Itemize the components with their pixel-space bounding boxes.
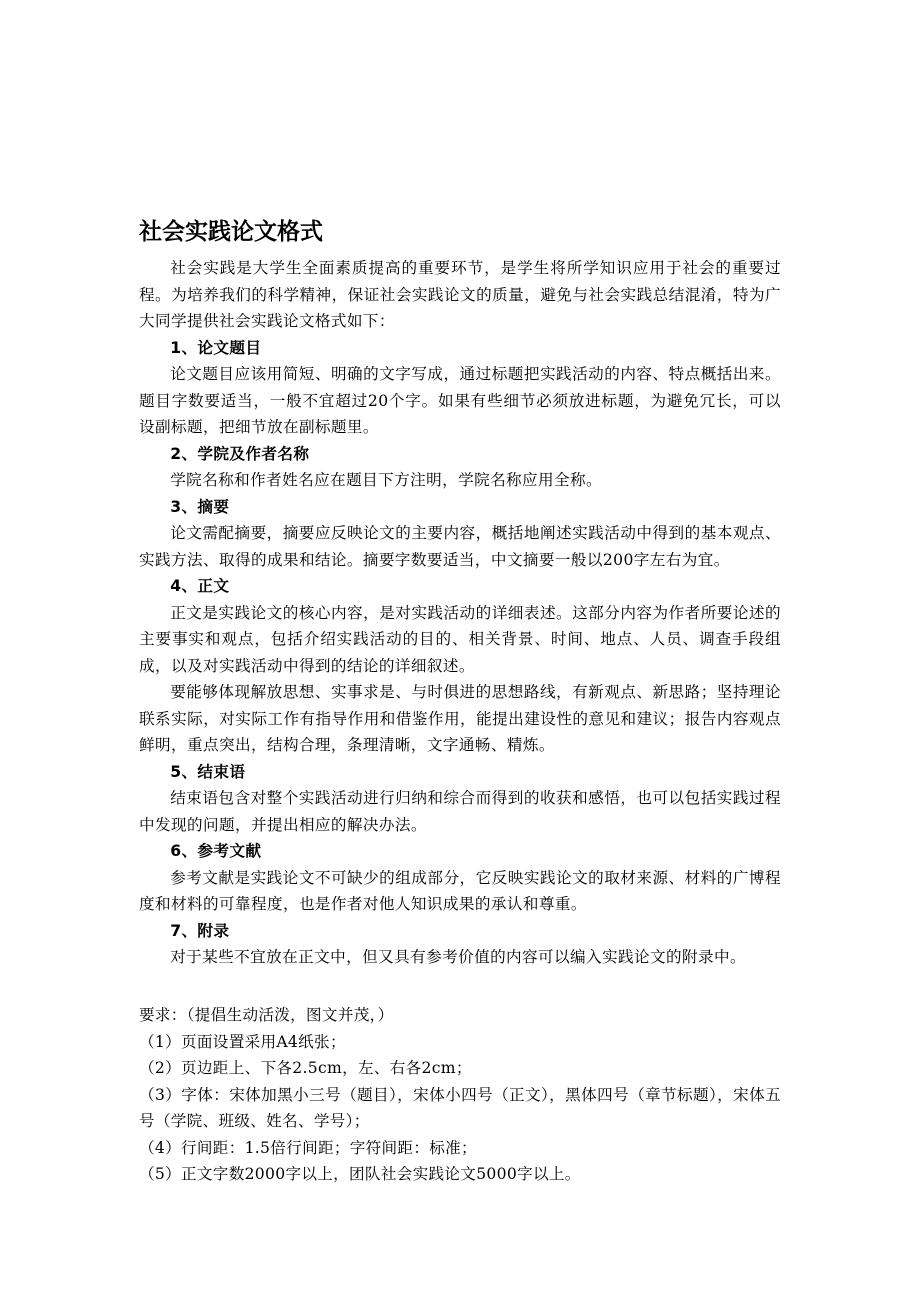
document-title: 社会实践论文格式 xyxy=(139,218,323,245)
requirement-item: （1）页面设置采用A4纸张； xyxy=(139,1032,346,1051)
section-paragraph: 学院名称和作者姓名应在题目下方注明，学院名称应用全称。 xyxy=(170,471,603,489)
section-paragraph: 论文题目应该用简短、明确的文字写成，通过标题把实践活动的内容、特点概括出来。题目字数要适当，一般不宜超过20个字。如果有些细节必须放进标题，为避免冗长，可以设副标题，把细节放在副标题里。 xyxy=(139,365,781,436)
intro-paragraph: 社会实践是大学生全面素质提高的重要环节，是学生将所学知识应用于社会的重要过程。为培养我们的科学精神，保证社会实践论文的质量，避免与社会实践总结混淆，特为广大同学提供社会实践论文格式如下： xyxy=(139,259,781,330)
section-heading-appendix: 7、附录 xyxy=(170,921,230,940)
section-heading-main-text: 4、正文 xyxy=(170,577,230,595)
section-heading-title: 1、论文题目 xyxy=(170,338,262,357)
requirements-block xyxy=(139,1002,781,1188)
section-paragraph: 正文是实践论文的核心内容，是对实践活动的详细表述。这部分内容为作者所要论述的主要事实和观点，包括介绍实践活动的目的、相关背景、时间、地点、人员、调查手段组成，以及对实践活动中得到的结论的详细叙述。 xyxy=(139,603,781,675)
requirement-item: （2）页边距上、下各2.5cm，左、右各2cm； xyxy=(139,1059,472,1077)
section-paragraph: 要能够体现解放思想、实事求是、与时俱进的思想路线，有新观点、新思路；坚持理论联系实际，对实际工作有指导作用和借鉴作用，能提出建设性的意见和建议；报告内容观点鲜明，重点突出，结构合理，条理清晰，文字通畅、精炼。 xyxy=(139,683,781,754)
section-heading-references: 6、参考文献 xyxy=(170,842,262,860)
section-heading-college-author: 2、学院及作者名称 xyxy=(170,444,310,463)
section-paragraph: 论文需配摘要，摘要应反映论文的主要内容，概括地阐述实践活动中得到的基本观点、实践方法、取得的成果和结论。摘要字数要适当，中文摘要一般以200字左右为宜。 xyxy=(139,524,781,569)
requirement-item: （3）字体：宋体加黑小三号（题目），宋体小四号（正文），黑体四号（章节标题），宋体五号（学院、班级、姓名、学号）； xyxy=(139,1085,781,1130)
document-body xyxy=(139,255,781,971)
requirement-item: （5）正文字数2000字以上，团队社会实践论文5000字以上。 xyxy=(139,1165,581,1183)
section-paragraph: 参考文献是实践论文不可缺少的组成部分，它反映实践论文的取材来源、材料的广博程度和材料的可靠程度，也是作者对他人知识成果的承认和尊重。 xyxy=(139,868,781,913)
section-paragraph: 对于某些不宜放在正文中，但又具有参考价值的内容可以编入实践论文的附录中。 xyxy=(170,948,746,966)
section-heading-abstract: 3、摘要 xyxy=(170,497,230,516)
section-heading-conclusion: 5、结束语 xyxy=(170,762,246,781)
requirements-heading: 要求：（提倡生动活泼，图文并茂，） xyxy=(139,1006,394,1024)
section-paragraph: 结束语包含对整个实践活动进行归纳和综合而得到的收获和感悟，也可以包括实践过程中发现的问题，并提出相应的解决办法。 xyxy=(139,789,781,834)
requirement-item: （4）行间距：1.5倍行间距；字符间距：标准； xyxy=(139,1138,477,1157)
